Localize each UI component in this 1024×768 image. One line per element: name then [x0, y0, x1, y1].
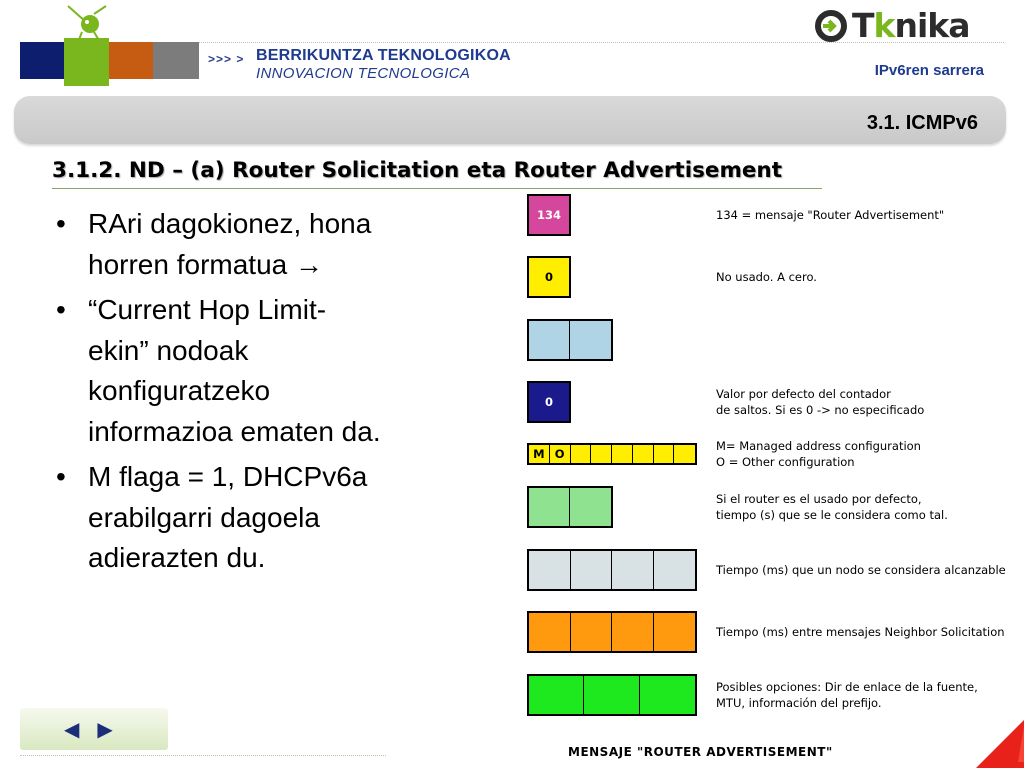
- header-square-navy: [20, 42, 64, 79]
- header-title-basque: BERRIKUNTZA TEKNOLOGIKOA: [256, 47, 511, 64]
- field-description: MTU, información del prefijo.: [716, 696, 882, 710]
- field-cell: [584, 676, 639, 714]
- header-square-gray: [153, 42, 199, 79]
- corner-triangle-icon: [976, 720, 1024, 768]
- field-box: [527, 443, 697, 465]
- field-cell: M: [529, 445, 550, 463]
- field-box: [527, 486, 613, 528]
- field-box: [527, 319, 613, 361]
- field-cell: [529, 676, 584, 714]
- field-cell: 0: [544, 270, 553, 284]
- field-box: [527, 674, 697, 716]
- field-cell: [612, 613, 654, 651]
- field-cell: [654, 613, 695, 651]
- field-cell: [633, 445, 654, 463]
- bullet-item: • RAri dagokionez, hona horren formatua →: [52, 204, 382, 285]
- prev-slide-button[interactable]: ◀: [64, 718, 80, 741]
- header-square-green: [64, 38, 109, 86]
- field-cell: [571, 551, 613, 589]
- section-title: 3.1. ICMPv6: [866, 112, 978, 134]
- field-box: [527, 256, 571, 298]
- field-cell: [612, 551, 654, 589]
- field-description: 134 = mensaje "Router Advertisement": [716, 208, 945, 222]
- diagram-caption: MENSAJE "ROUTER ADVERTISEMENT": [568, 745, 833, 759]
- bullet-item: • M flaga = 1, DHCPv6a erabilgarri dagoela adierazten du.: [52, 457, 382, 579]
- field-box: [527, 611, 697, 653]
- next-slide-button[interactable]: ▶: [97, 718, 113, 741]
- field-box: [527, 381, 571, 423]
- field-cell: [570, 488, 611, 526]
- header-square-orange: [109, 42, 153, 79]
- bullet-list: [52, 204, 382, 584]
- field-box: [527, 549, 697, 591]
- field-description: Posibles opciones: Dir de enlace de la fuente,: [716, 680, 978, 694]
- field-cell: 0: [544, 395, 553, 409]
- field-description: No usado. A cero.: [716, 270, 817, 284]
- field-cell: [529, 488, 570, 526]
- field-cell: [591, 445, 612, 463]
- tknika-wordmark: Tknika: [852, 6, 970, 45]
- field-description: Tiempo (ms) entre mensajes Neighbor Solicitation: [716, 625, 1005, 639]
- field-cell: 134: [536, 208, 561, 222]
- field-cell: O: [550, 445, 571, 463]
- field-cell: [529, 551, 571, 589]
- section-bar: [14, 96, 1006, 144]
- field-description: Valor por defecto del contador: [716, 387, 891, 401]
- field-description: Si el router es el usado por defecto,: [716, 492, 922, 506]
- slide-navigation: [20, 708, 168, 750]
- header-arrows: >>> >: [208, 52, 245, 66]
- bullet-item: • “Current Hop Limit-ekin” nodoak konfiguratzeko informazioa ematen da.: [52, 290, 382, 452]
- field-cell: [654, 445, 675, 463]
- field-description: tiempo (s) que se le considera como tal.: [716, 508, 948, 522]
- field-description: O = Other configuration: [716, 455, 855, 469]
- field-cell: [674, 445, 695, 463]
- title-underline: [52, 188, 822, 189]
- field-cell: [529, 321, 570, 359]
- field-cell: [571, 445, 592, 463]
- tknika-swirl-icon: [814, 9, 848, 43]
- tknika-logo: [812, 6, 998, 45]
- field-box: [527, 194, 571, 236]
- field-cell: [529, 613, 571, 651]
- field-cell: [612, 445, 633, 463]
- field-cell: [654, 551, 695, 589]
- slide-title: 3.1.2. ND – (a) Router Solicitation eta Router Advertisement: [52, 158, 783, 183]
- course-title: IPv6ren sarrera: [874, 62, 984, 79]
- field-description: M= Managed address configuration: [716, 439, 921, 453]
- field-cell: [571, 613, 613, 651]
- field-description: Tiempo (ms) que un nodo se considera alcanzable: [716, 563, 1006, 577]
- footer-divider: [20, 755, 386, 756]
- field-cell: [570, 321, 611, 359]
- mascot-logo-icon: [64, 4, 112, 44]
- field-description: de saltos. Si es 0 -> no especificado: [716, 403, 925, 417]
- header-title-spanish: INNOVACION TECNOLOGICA: [256, 65, 471, 82]
- field-cell: [640, 676, 695, 714]
